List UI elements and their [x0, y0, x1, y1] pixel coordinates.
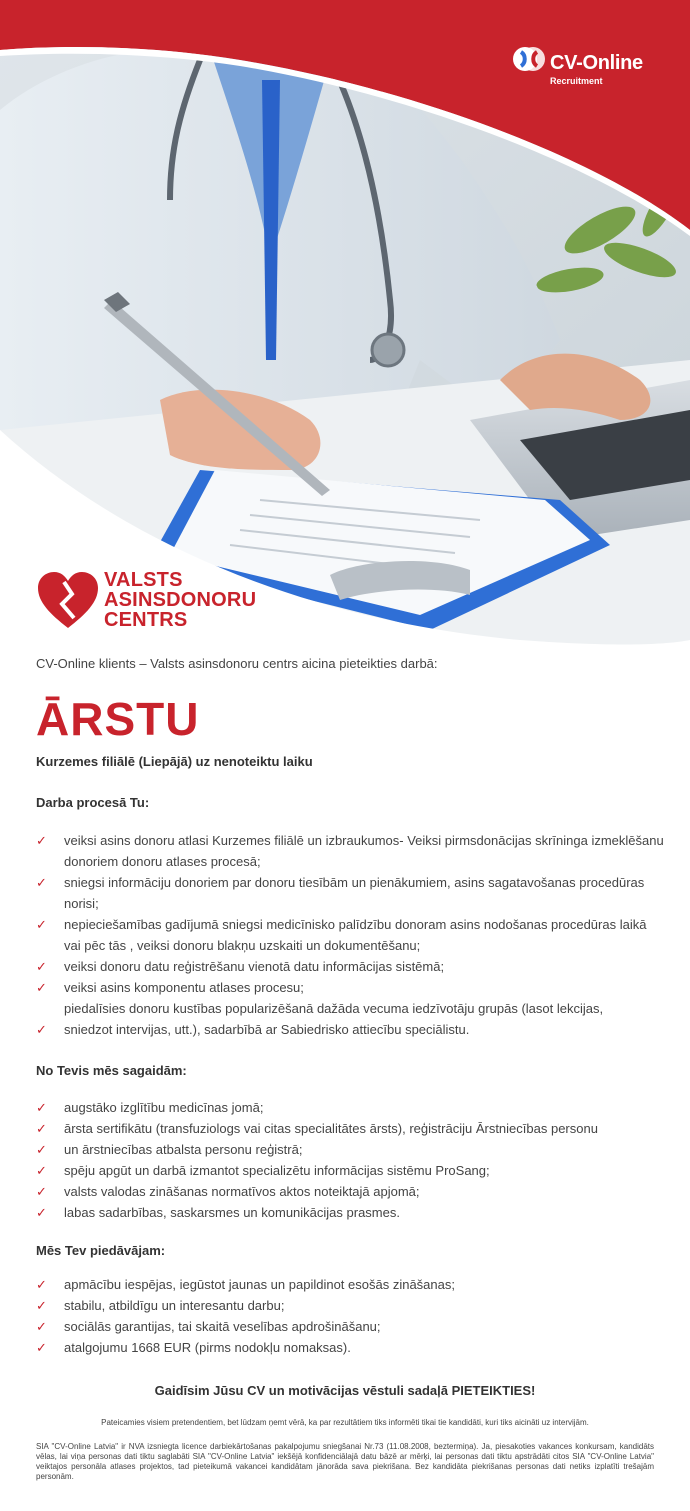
list-item: ✓ apmācību iespējas, iegūstot jaunas un papildinot esošās zināšanas; — [36, 1274, 666, 1295]
check-icon: ✓ — [36, 1184, 47, 1199]
intro-text: CV-Online klients – Valsts asinsdonoru centrs aicina pieteikties darbā: — [36, 656, 438, 671]
list-item: ✓ augstāko izglītību medicīnas jomā; — [36, 1097, 666, 1118]
check-icon: ✓ — [36, 1298, 47, 1313]
fine-print-notice: Pateicamies visiem pretendentiem, bet lūdzam ņemt vērā, ka par rezultātiem tiks informēti tikai tie kandidāti, kuri tiks aicināti uz intervijām. — [101, 1418, 589, 1427]
call-to-action: Gaidīsim Jūsu CV un motivācijas vēstuli sadaļā PIETEIKTIES! — [154, 1383, 536, 1398]
list-item: ✓ sniegsi informāciju donoriem par donoru tiesībām un pienākumiem, asins sagatavošanas procedūras norisi; — [36, 872, 666, 914]
list-item: ✓ veiksi donoru datu reģistrēšanu vienotā datu informācijas sistēmā; — [36, 956, 666, 977]
list-item: ✓ sniedzot intervijas, utt.), sadarbībā ar Sabiedrisko attiecību speciālistu. — [36, 1019, 666, 1040]
job-subtitle: Kurzemes filiālē (Liepājā) uz nenoteiktu laiku — [36, 754, 313, 769]
check-icon: ✓ — [36, 1205, 47, 1220]
check-icon: ✓ — [36, 875, 47, 890]
requirements-list — [36, 1097, 666, 1223]
list-item: ✓ sociālās garantijas, tai skaitā veselības apdrošināšanu; — [36, 1316, 666, 1337]
check-icon: ✓ — [36, 1340, 47, 1355]
check-icon: ✓ — [36, 980, 47, 995]
list-item: ✓ ārsta sertifikātu (transfuziologs vai citas specialitātes ārsts), reģistrāciju Ārstniecības personu — [36, 1118, 666, 1139]
list-item: ✓ veiksi asins komponentu atlases procesu; — [36, 977, 666, 998]
list-item: ✓ spēju apgūt un darbā izmantot specializētu informācijas sistēmu ProSang; — [36, 1160, 666, 1181]
employer-logo-line-3: CENTRS — [104, 609, 188, 631]
list-item: ✓ veiksi asins donoru atlasi Kurzemes filiālē un izbraukumos- Veiksi pirmsdonācijas skrīninga izmeklēšanu donoriem donoru atlases procesā; — [36, 830, 666, 872]
cv-online-logo[interactable] — [512, 42, 662, 90]
list-item: ✓ valsts valodas zināšanas normatīvos aktos noteiktajā apjomā; — [36, 1181, 666, 1202]
hero-image — [0, 0, 690, 650]
check-icon: ✓ — [36, 1100, 47, 1115]
list-item: ✓ un ārstniecības atbalsta personu reģistrā; — [36, 1139, 666, 1160]
heart-icon — [36, 570, 100, 634]
check-icon: ✓ — [36, 1319, 47, 1334]
cv-online-subtitle: Recruitment — [550, 76, 603, 86]
check-icon: ✓ — [36, 1121, 47, 1136]
check-icon: ✓ — [36, 959, 47, 974]
list-item: ✓ nepieciešamības gadījumā sniegsi medicīnisko palīdzību donoram asins nodošanas procedūras laikā vai pēc tās , veiksi donoru blakņu uzskaiti un dokumentēšanu; — [36, 914, 666, 956]
section-heading-requirements: No Tevis mēs sagaidām: — [36, 1063, 187, 1078]
duties-list — [36, 830, 666, 1040]
offer-list — [36, 1274, 666, 1358]
list-item: ✓ stabilu, atbildīgu un interesantu darbu; — [36, 1295, 666, 1316]
section-heading-offer: Mēs Tev piedāvājam: — [36, 1243, 166, 1258]
cv-online-mark-icon — [512, 42, 546, 76]
check-icon: ✓ — [36, 833, 47, 848]
check-icon: ✓ — [36, 1142, 47, 1157]
fine-print-license: SIA "CV-Online Latvia" ir NVA izsniegta licence darbiekārtošanas pakalpojumu sniegšanai Nr.73 (11.08.2008, beztermiņa). Ja, piesakoties vakances konkursam, kandidāts vēlas, lai viņa personas dati tiktu saglabāti SIA "CV-Online Latvia" iekšējā konfidenciālajā datu bāzē ar mērķi, lai personas dati tiktu apstrādāti citos SIA "CV-Online Latvia" veiktajos personāla atlases projektos, tad pieteikumā vakancei kandidātam jānorāda sava piekrišana. Bez kandidāta piekrišanas personas dati netiks izplatīti trešajām personām. — [36, 1442, 654, 1481]
list-item: ✓ labas sadarbības, saskarsmes un komunikācijas prasmes. — [36, 1202, 666, 1223]
check-icon: ✓ — [36, 917, 47, 932]
job-title: ĀRSTU — [36, 693, 200, 745]
employer-logo-line-2: ASINSDONORU — [104, 589, 257, 611]
employer-logo-line-1: VALSTS — [104, 569, 183, 591]
list-item: piedalīsies donoru kustības popularizēšanā dažāda vecuma iedzīvotāju grupās (lasot lekcijas, — [64, 1001, 604, 1016]
section-heading-duties: Darba procesā Tu: — [36, 795, 150, 810]
list-item: ✓ atalgojumu 1668 EUR (pirms nodokļu nomaksas). — [36, 1337, 666, 1358]
employer-logo — [36, 569, 257, 634]
doctor-illustration — [0, 0, 690, 650]
cv-online-name: CV-Online — [550, 52, 643, 74]
check-icon: ✓ — [36, 1277, 47, 1292]
check-icon: ✓ — [36, 1163, 47, 1178]
check-icon: ✓ — [36, 1022, 47, 1037]
